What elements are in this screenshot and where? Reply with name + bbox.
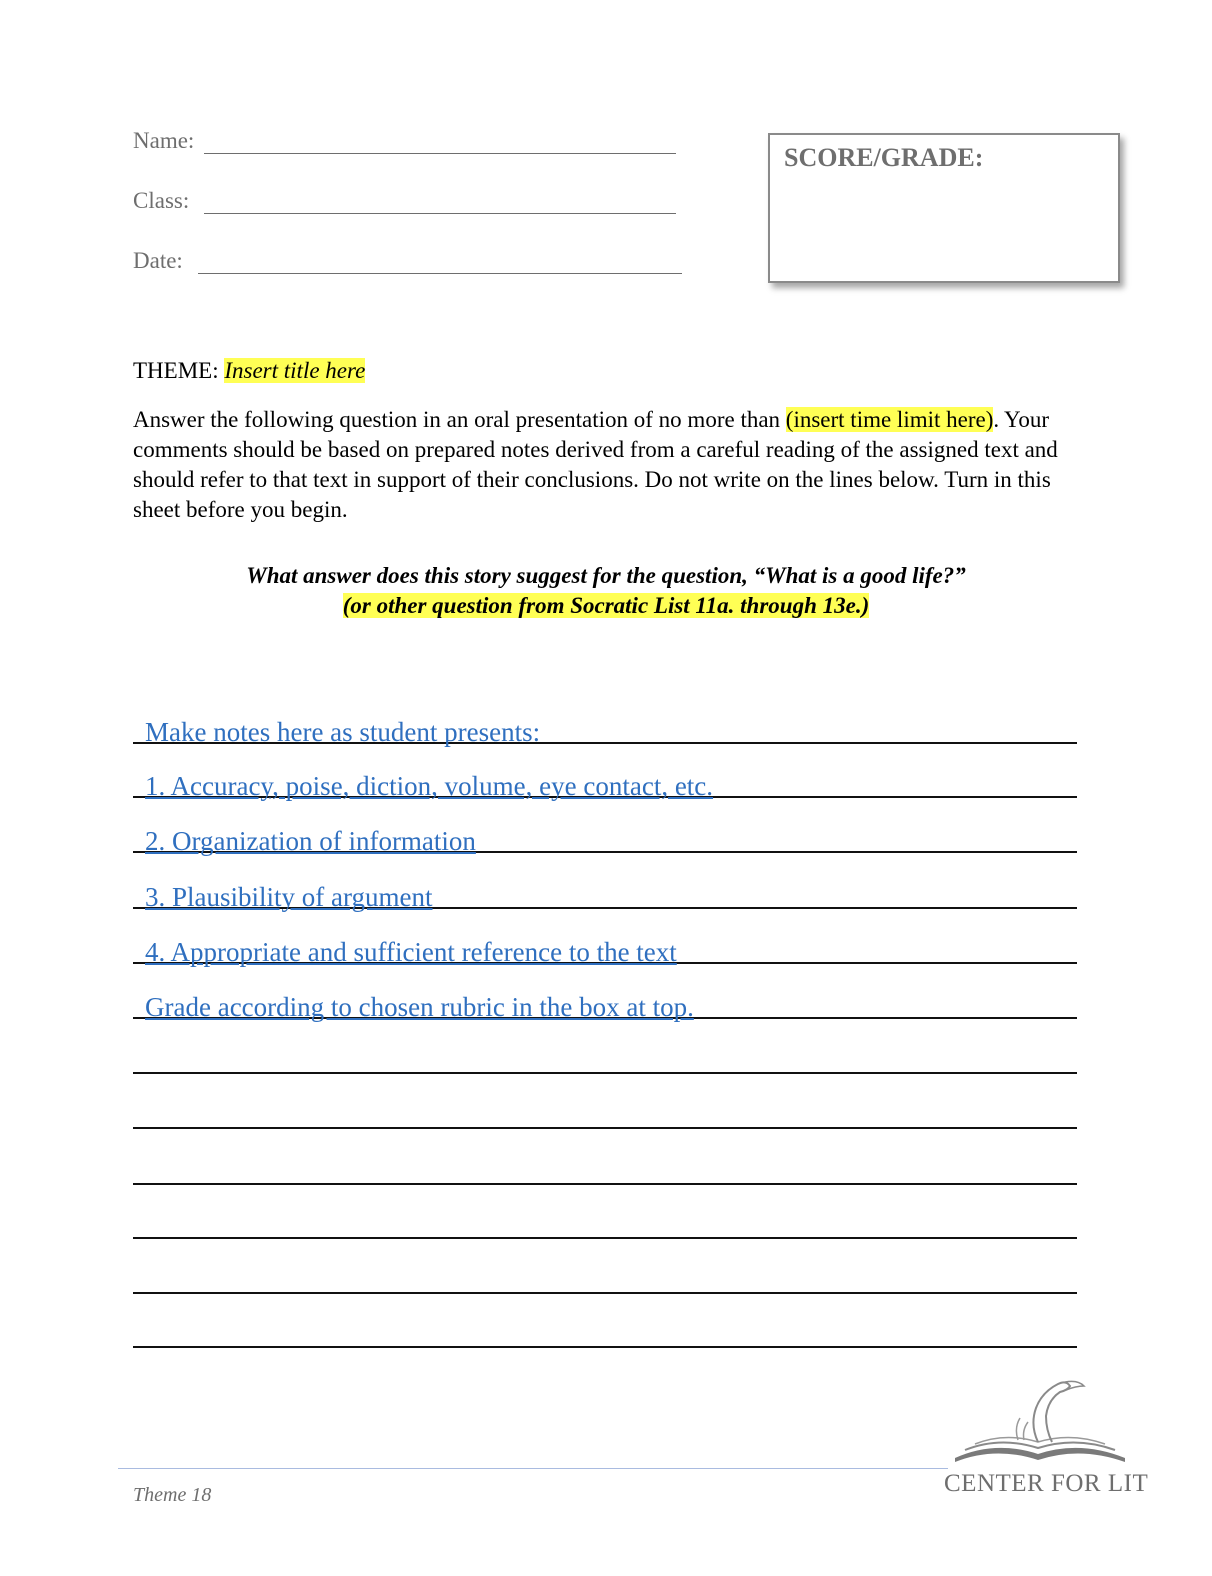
instructions-part2: . Your comments should be based on prepared notes derived from a careful reading of the assigned text and should refer to that text in support of their conclusions. Do not write on the lines below. Turn in this sheet before you begin. [133,407,1058,522]
question-main: What answer does this story suggest for the question, “What is a good life?” [246,563,966,588]
notes-line-4[interactable] [133,867,1077,912]
score-grade-label: SCORE/GRADE: [784,143,984,172]
notes-line-11[interactable] [133,1252,1077,1294]
date-field-line[interactable] [198,273,682,274]
criterion-reference: 4. Appropriate and sufficient reference to the text [145,937,677,967]
question-alternative: (or other question from Socratic List 11a. through 13e.) [342,593,870,618]
notes-line-8[interactable] [133,1087,1077,1129]
notes-line-5[interactable] [133,922,1077,967]
criterion-plausibility: 3. Plausibility of argument [145,882,433,912]
time-limit-placeholder: (insert time limit here) [785,407,994,432]
criterion-organization: 2. Organization of information [145,826,476,856]
notes-heading: Make notes here as student presents: [145,717,541,747]
notes-line-7[interactable] [133,1032,1077,1074]
instructions-part1: Answer the following question in an oral presentation of no more than [133,407,786,432]
logo-wordmark: CENTER FOR LIT [944,1470,1149,1497]
notes-line-12[interactable] [133,1306,1077,1348]
score-grade-box [768,133,1120,283]
theme-label: THEME: [133,358,219,383]
criterion-accuracy: 1. Accuracy, poise, diction, volume, eye contact, etc. [145,771,714,801]
discussion-question [133,561,1079,621]
footer-page-label: Theme 18 [133,1484,212,1506]
name-field-line[interactable] [204,153,676,154]
notes-line-10[interactable] [133,1197,1077,1239]
notes-line-2[interactable] [133,756,1077,801]
notes-line-6[interactable] [133,977,1077,1022]
grade-instruction: Grade according to chosen rubric in the box at top. [145,992,694,1022]
notes-line-9[interactable] [133,1143,1077,1185]
theme-line [133,358,365,384]
class-field-line[interactable] [204,213,676,214]
footer-divider [118,1468,948,1469]
instructions-paragraph [133,405,1083,525]
name-label: Name: [133,128,195,153]
date-label: Date: [133,248,183,273]
notes-line-1[interactable] [133,702,1077,747]
notes-line-3[interactable] [133,811,1077,856]
class-label: Class: [133,188,190,213]
theme-title: Insert title here [224,358,366,383]
